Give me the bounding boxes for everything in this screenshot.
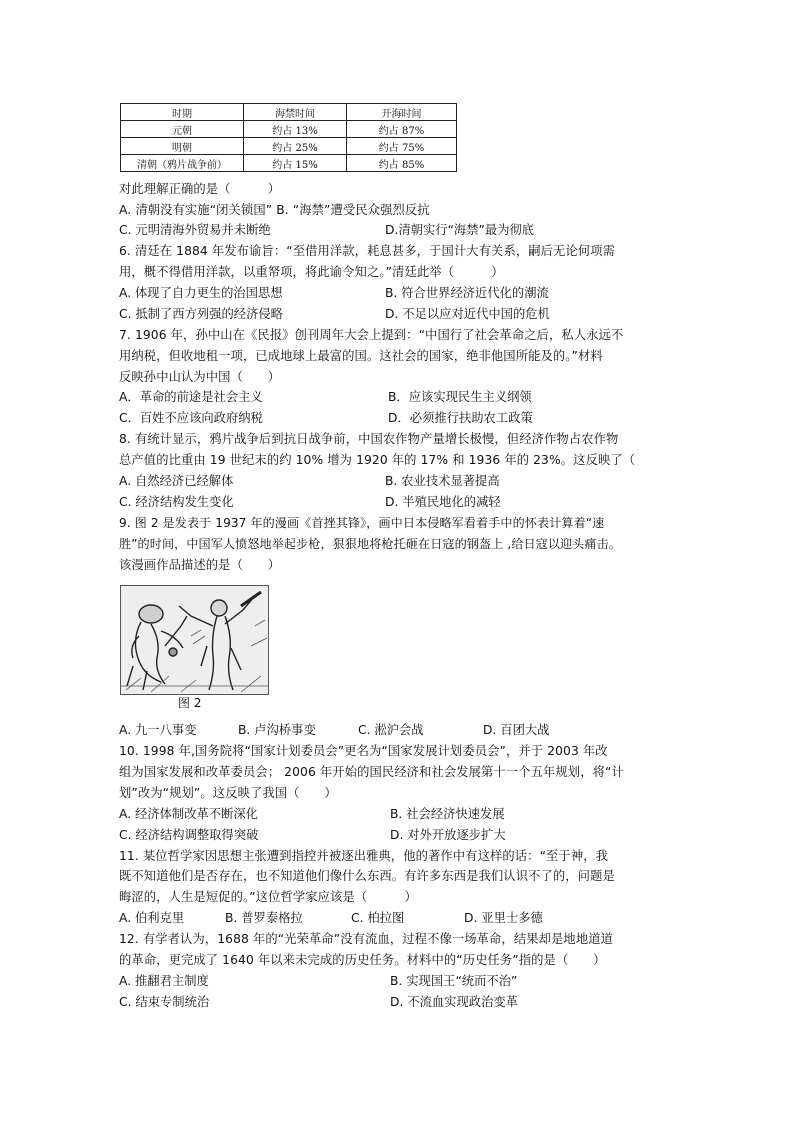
question-7-line-2: 用纳税，但收地租一项，已成地球上最富的国。这社会的国家，绝非他国所能及的。”材料 (119, 349, 603, 363)
question-9-option-b: B. 卢沟桥事变 (238, 723, 316, 737)
question-12-line-1: 12. 有学者认为，1688 年的“光荣革命”没有流血，过程不像一场革命，结果却是地地道道 (119, 932, 614, 946)
table-cell: 清朝（鸦片战争前） (121, 155, 244, 172)
question-10-option-b: B. 社会经济快速发展 (390, 807, 505, 821)
table-row (121, 121, 457, 138)
question-11-option-c: C. 柏拉图 (351, 911, 405, 925)
question-7-option-d: D．必须推行扶助农工政策 (388, 411, 533, 425)
question-5-stem: 对此理解正确的是（ ） (119, 182, 281, 196)
table-cell: 约占 85% (347, 155, 457, 172)
table-row (121, 155, 457, 172)
question-6-line-2: 用，概不得借用洋款，以重帑项，将此谕令知之。”清廷此举（ ） (119, 265, 504, 279)
table-row (121, 138, 457, 155)
maritime-ban-table (120, 103, 457, 172)
question-10-option-c: C. 经济结构调整取得突破 (119, 828, 259, 842)
question-8-option-b: B. 农业技术显著提高 (385, 474, 500, 488)
question-7-line-1: 7. 1906 年，孙中山在《民报》创刊周年大会上提到：“中国行了社会革命之后，私人永远不 (119, 328, 624, 342)
question-12-option-a: A. 推翻君主制度 (119, 974, 209, 988)
question-8-option-d: D. 半殖民地化的减轻 (385, 495, 501, 509)
table-cell: 元朝 (121, 121, 244, 138)
question-7-option-c: C．百姓不应该向政府纳税 (119, 411, 263, 425)
cartoon-figure (120, 585, 269, 695)
question-9-option-a: A. 九一八事变 (119, 723, 197, 737)
table-header-cell: 海禁时间 (244, 104, 347, 121)
question-12-line-2: 的革命，更完成了 1640 年以来未完成的历史任务。材料中的“历史任务”指的是（ ） (119, 953, 606, 967)
table-cell: 明朝 (121, 138, 244, 155)
question-11-option-b: B. 普罗泰格拉 (225, 911, 303, 925)
table-cell: 约占 75% (347, 138, 457, 155)
table-header-row (121, 104, 457, 121)
question-6-option-a: A. 体现了自力更生的治国思想 (119, 286, 283, 300)
question-10-line-1: 10. 1998 年,国务院将“国家计划委员会”更名为“国家发展计划委员会”，并于 2003 年改 (119, 744, 608, 758)
table-cell: 约占 13% (244, 121, 347, 138)
question-9-line-3: 该漫画作品描述的是（ ） (119, 558, 281, 572)
question-10-option-d: D. 对外开放逐步扩大 (390, 828, 506, 842)
question-11-option-d: D. 亚里士多德 (464, 911, 543, 925)
question-9-line-1: 9. 图 2 是发表于 1937 年的漫画《首挫其锋》，画中日本侵略军看着手中的怀表计算着“速 (119, 516, 605, 530)
table-cell: 约占 25% (244, 138, 347, 155)
question-9-line-2: 胜”的时间，中国军人愤怒地举起步枪，狠狠地将枪托砸在日寇的钢盔上 ,给日寇以迎头痛击。 (119, 537, 622, 551)
figure-caption: 图 2 (178, 696, 202, 710)
question-6-line-1: 6. 清廷在 1884 年发布谕旨：“至借用洋款，耗息甚多，于国计大有关系，嗣后无论何项需 (119, 244, 616, 258)
table-cell: 约占 87% (347, 121, 457, 138)
question-10-option-a: A. 经济体制改革不断深化 (119, 807, 258, 821)
question-5-option-c: C. 元明清海外贸易并未断绝 (119, 223, 271, 237)
table-cell: 约占 15% (244, 155, 347, 172)
question-11-option-a: A. 伯利克里 (119, 911, 185, 925)
question-8-option-c: C. 经济结构发生变化 (119, 495, 234, 509)
question-11-line-3: 晦涩的，人生是短促的。”这位哲学家应该是（ ） (119, 890, 417, 904)
question-12-option-b: B. 实现国王“统而不治” (390, 974, 518, 988)
question-8-line-1: 8. 有统计显示，鸦片战争后到抗日战争前，中国农作物产量增长极慢，但经济作物占农作物 (119, 432, 619, 446)
question-10-line-2: 组为国家发展和改革委员会； 2006 年开始的国民经济和社会发展第十一个五年规划，将“计 (119, 765, 624, 779)
question-6-option-d: D. 不足以应对近代中国的危机 (385, 307, 550, 321)
question-12-option-c: C. 结束专制统治 (119, 995, 210, 1009)
question-8-option-a: A. 自然经济已经解体 (119, 474, 234, 488)
question-8-line-2: 总产值的比重由 19 世纪末的约 10% 增为 1920 年的 17% 和 1936 年的 23%。这反映了（ (119, 453, 636, 467)
question-5-option-a-b: A. 清朝没有实施“闭关锁国” B. “海禁”遭受民众强烈反抗 (119, 203, 430, 217)
question-10-line-3: 划”改为“规划”。这反映了我国（ ） (119, 786, 337, 800)
question-7-line-3: 反映孙中山认为中国（ ） (119, 370, 281, 384)
question-12-option-d: D. 不流血实现政治变革 (390, 995, 518, 1009)
question-9-option-d: D. 百团大战 (483, 723, 550, 737)
question-11-line-1: 11. 某位哲学家因思想主张遭到指控并被逐出雅典，他的著作中有这样的话：“至于神，我 (119, 849, 609, 863)
table-header-cell: 开海时间 (347, 104, 457, 121)
question-6-option-b: B. 符合世界经济近代化的潮流 (385, 286, 549, 300)
question-11-line-2: 既不知道他们是否存在，也不知道他们像什么东西。有许多东西是我们认识不了的，问题是 (119, 869, 615, 883)
question-7-option-b: B．应该实现民生主义纲领 (388, 390, 532, 404)
question-7-option-a: A．革命的前途是社会主义 (119, 390, 263, 404)
question-5-option-d: D.清朝实行“海禁”最为彻底 (385, 223, 535, 237)
question-6-option-c: C. 抵制了西方列强的经济侵略 (119, 307, 283, 321)
table-header-cell: 时期 (121, 104, 244, 121)
question-9-option-c: C. 淞沪会战 (358, 723, 424, 737)
cartoon-illustration (121, 586, 268, 694)
